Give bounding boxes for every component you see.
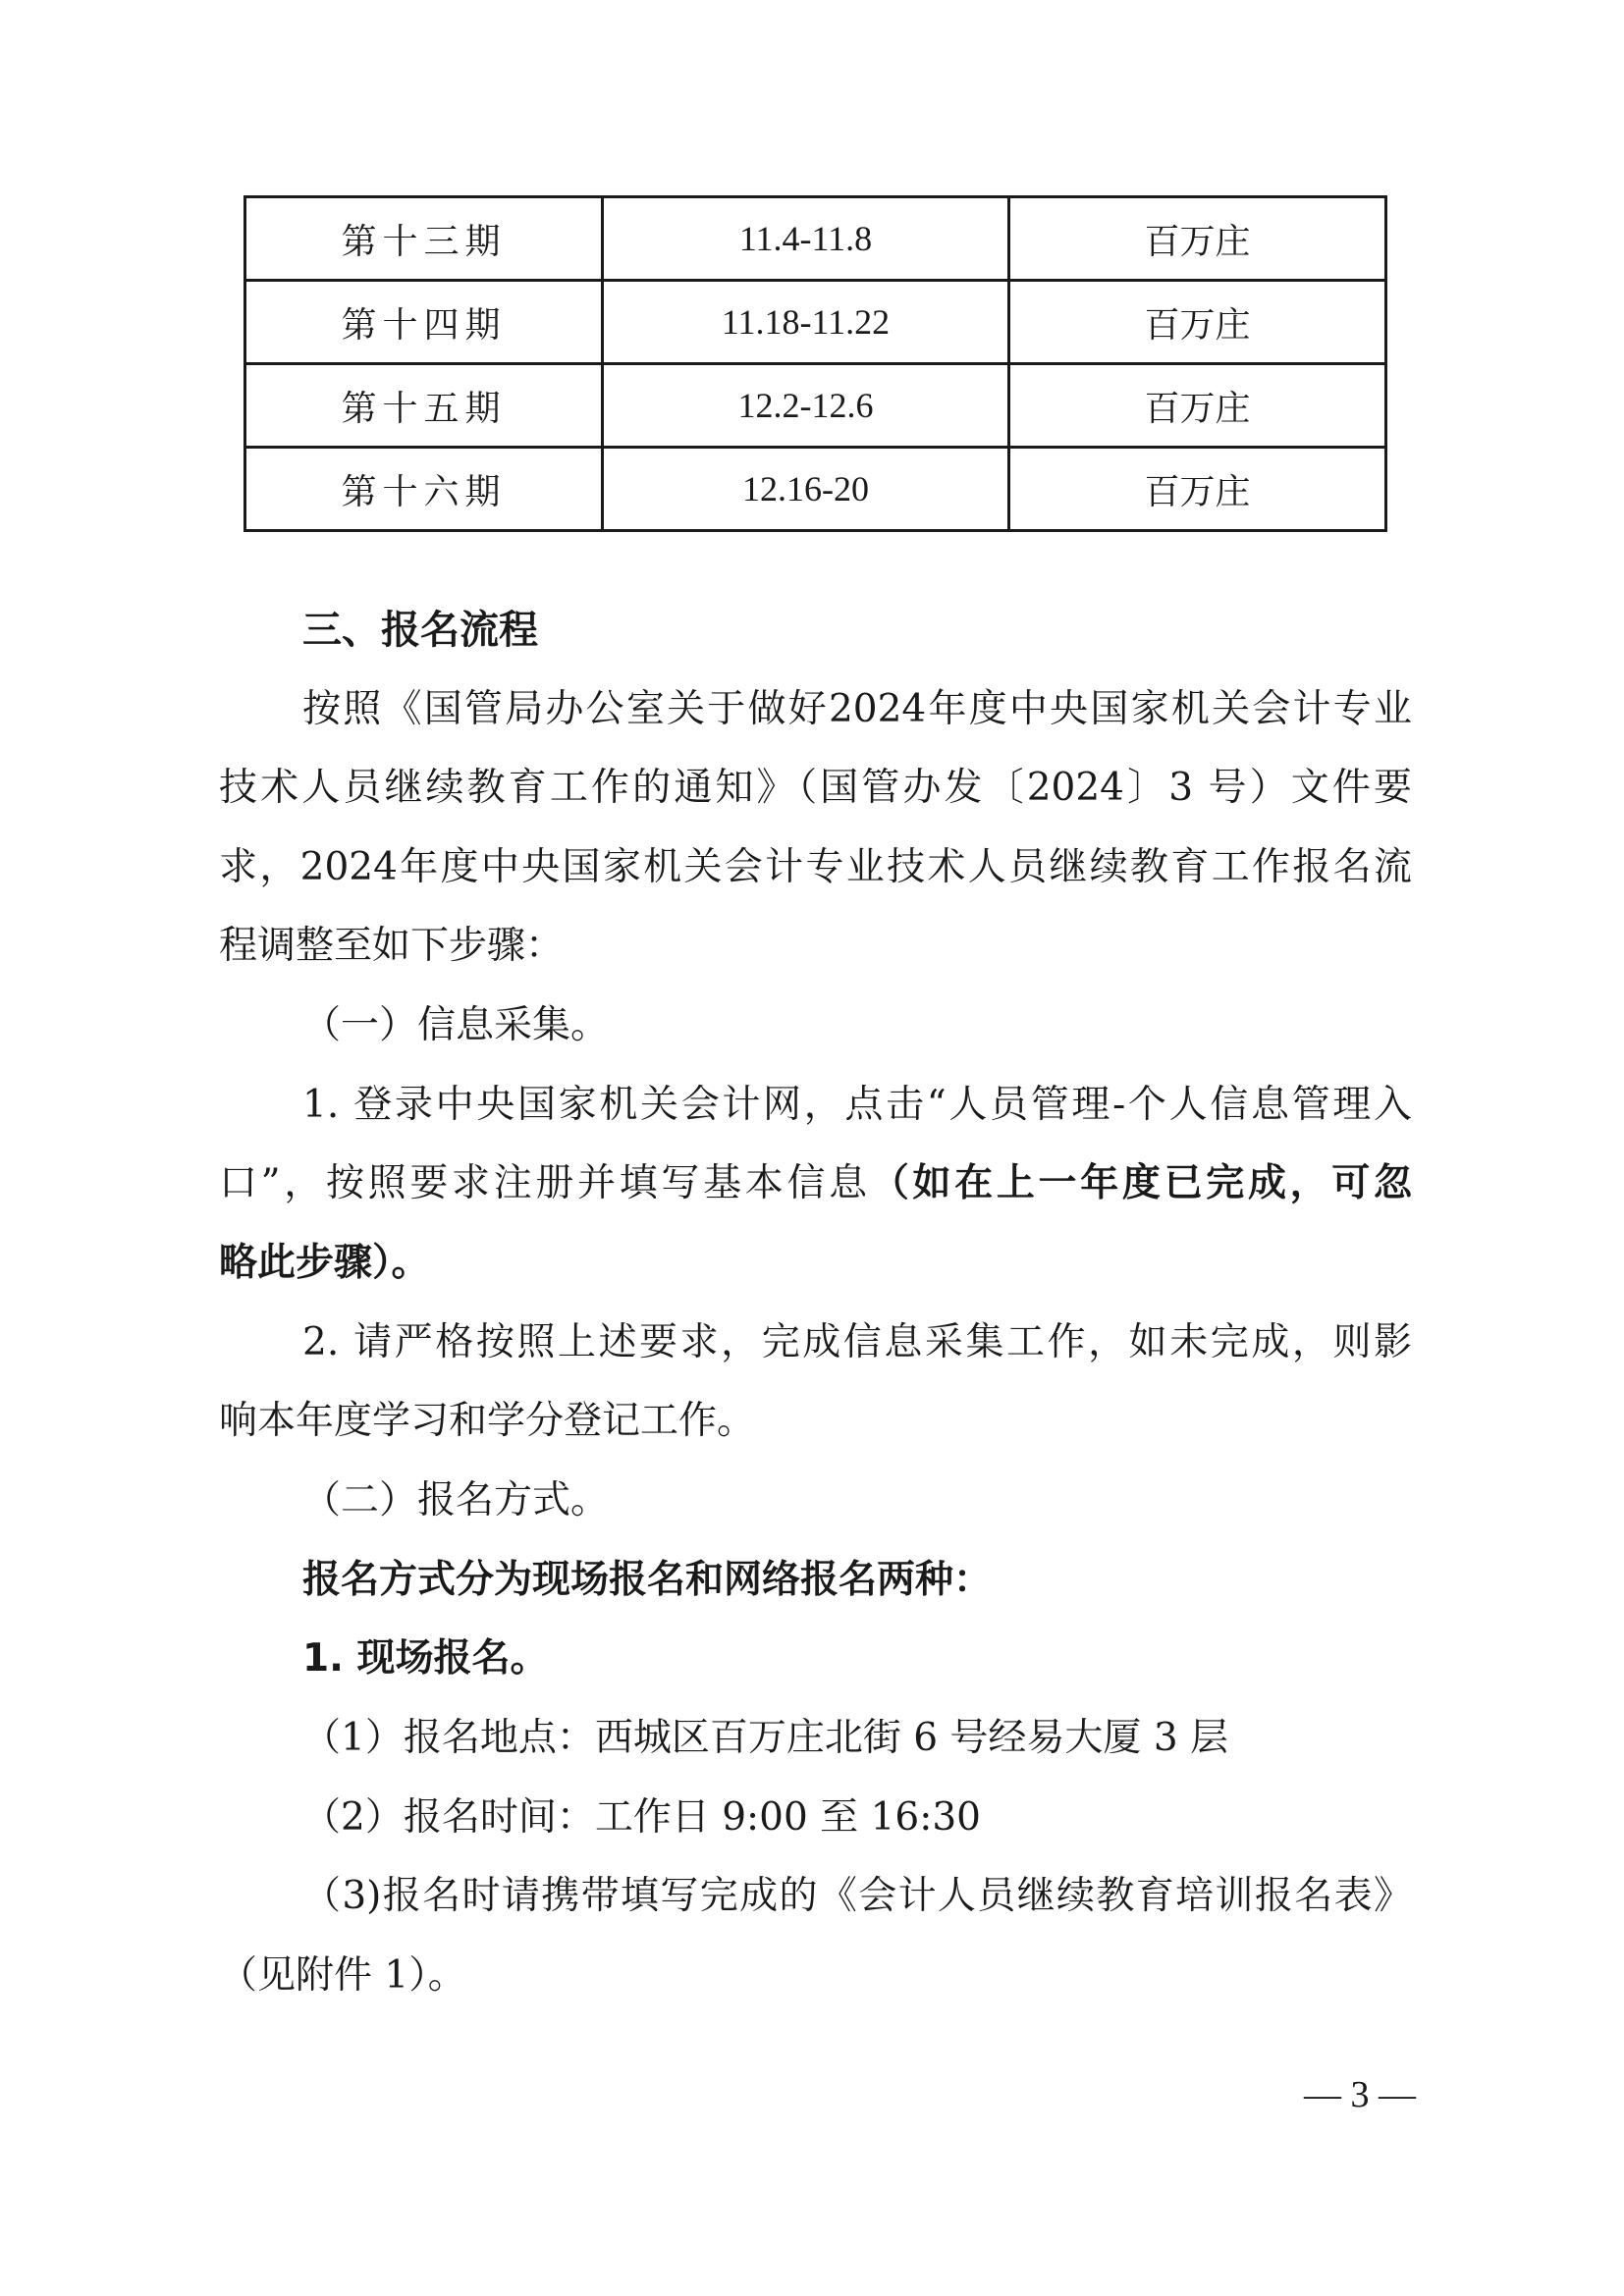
term-cell: 第十三期 [245, 197, 603, 281]
methods-statement: 报名方式分为现场报名和网络报名两种： [302, 1558, 993, 1602]
info-item2-line2: 响本年度学习和学分登记工作。 [219, 1399, 756, 1443]
dates-cell: 12.2-12.6 [603, 364, 1009, 448]
info-item1-line3-note: 略此步骤） [219, 1241, 392, 1285]
location-cell: 百万庄 [1009, 448, 1386, 531]
info-item1-line1: 1. 登录中央国家机关会计网，点击“人员管理-个人信息管理入 [302, 1083, 1412, 1127]
info-item1-line3-end: 。 [391, 1241, 430, 1285]
dates-cell: 11.4-11.8 [603, 197, 1009, 281]
location-cell: 百万庄 [1009, 281, 1386, 364]
table-row [245, 364, 1386, 448]
section-heading: 三、报名流程 [302, 608, 538, 653]
table-row [245, 448, 1386, 531]
onsite-heading: 1. 现场报名。 [302, 1636, 549, 1681]
dates-cell: 12.16-20 [603, 448, 1009, 531]
intro-line-1: 按照《国管局办公室关于做好2024年度中央国家机关会计专业 [302, 687, 1412, 731]
info-item1-line2 [219, 1161, 1412, 1205]
info-item1-line3 [219, 1241, 430, 1285]
subsection-heading-info: （一）信息采集。 [302, 1003, 610, 1047]
table-row [245, 281, 1386, 364]
intro-line-3: 求，2024年度中央国家机关会计专业技术人员继续教育工作报名流 [219, 845, 1412, 889]
term-cell: 第十四期 [245, 281, 603, 364]
term-cell: 第十五期 [245, 364, 603, 448]
page-number: — 3 — [1304, 2074, 1416, 2115]
info-item1-line2-note: （如在上一年度已完成，可忽 [870, 1161, 1412, 1205]
subsection-heading-method: （二）报名方式。 [302, 1478, 610, 1522]
onsite-bring-line2: （见附件 1）。 [219, 1953, 466, 1998]
table-row [245, 197, 1386, 281]
info-item1-line2-text: 口”，按照要求注册并填写基本信息 [219, 1161, 871, 1205]
intro-line-2: 技术人员继续教育工作的通知》（国管办发〔2024〕3 号）文件要 [219, 766, 1412, 810]
term-cell: 第十六期 [245, 448, 603, 531]
onsite-location: （1）报名地点：西城区百万庄北街 6 号经易大厦 3 层 [302, 1716, 1229, 1760]
info-item2-line1: 2. 请严格按照上述要求，完成信息采集工作，如未完成，则影 [302, 1320, 1412, 1364]
onsite-time: （2）报名时间：工作日 9:00 至 16:30 [302, 1795, 981, 1840]
onsite-bring-line1: （3)报名时请携带填写完成的《会计人员继续教育培训报名表》 [302, 1874, 1412, 1918]
dates-cell: 11.18-11.22 [603, 281, 1009, 364]
location-cell: 百万庄 [1009, 197, 1386, 281]
location-cell: 百万庄 [1009, 364, 1386, 448]
intro-line-4: 程调整至如下步骤： [219, 924, 565, 968]
schedule-table [244, 195, 1387, 532]
